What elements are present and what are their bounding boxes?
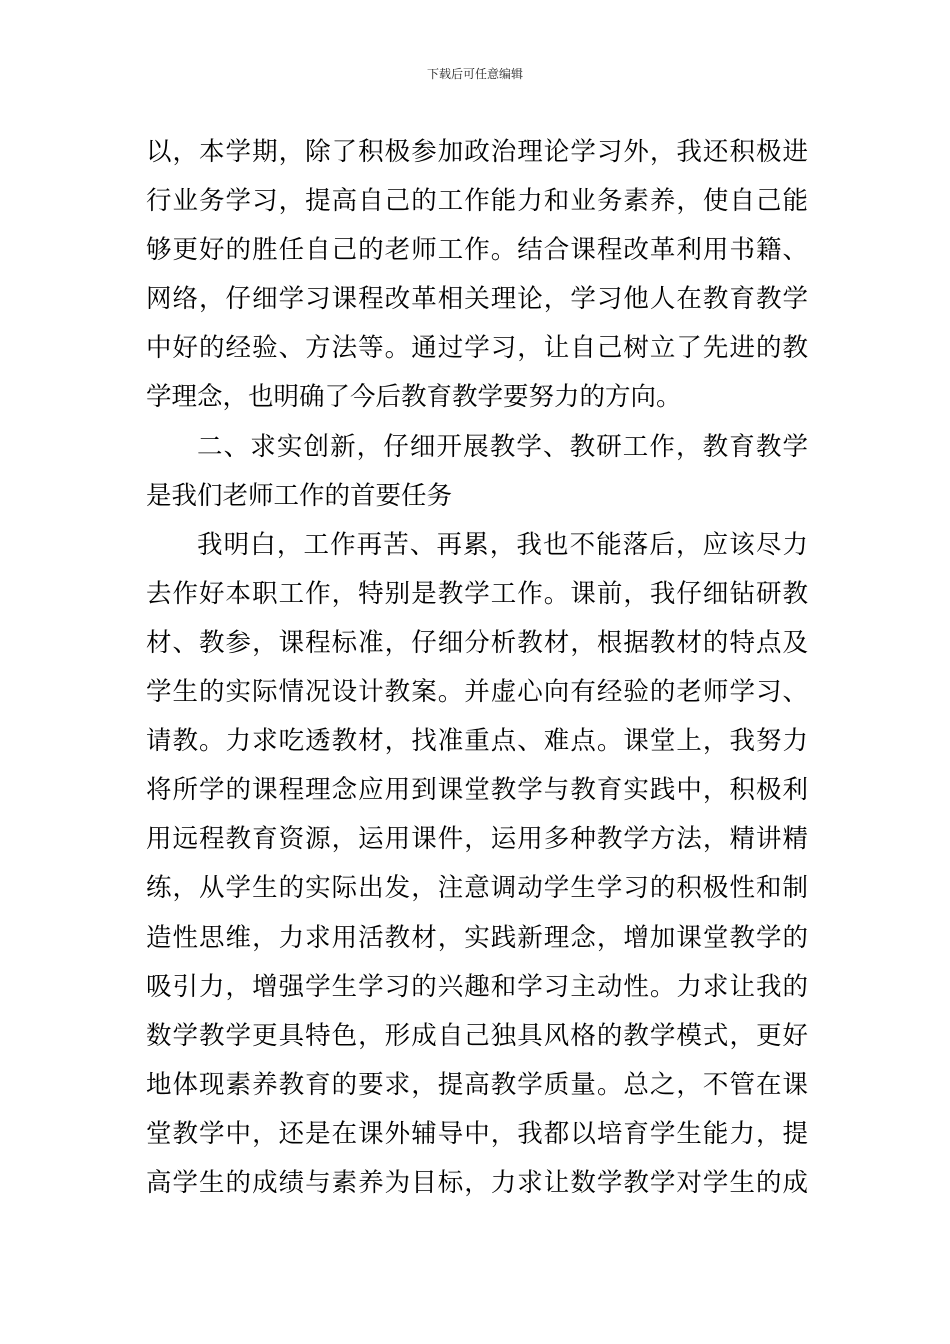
text-line: 地体现素养教育的要求，提高教学质量。总之，不管在课 (146, 1069, 808, 1100)
text-line: 网络，仔细学习课程改革相关理论，学习他人在教育教学 (146, 284, 808, 315)
text-line: 堂教学中，还是在课外辅导中，我都以培育学生能力，提 (146, 1118, 808, 1149)
text-line: 学理念，也明确了今后教育教学要努力的方向。 (146, 382, 682, 413)
text-line: 材、教参，课程标准，仔细分析教材，根据教材的特点及 (146, 627, 808, 658)
text-line: 去作好本职工作，特别是教学工作。课前，我仔细钻研教 (146, 578, 808, 609)
text-line: 行业务学习，提高自己的工作能力和业务素养，使自己能 (146, 186, 808, 217)
text-line: 学生的实际情况设计教案。并虚心向有经验的老师学习、 (146, 677, 808, 708)
text-line: 高学生的成绩与素养为目标，力求让数学教学对学生的成 (146, 1167, 808, 1198)
text-line: 数学教学更具特色，形成自己独具风格的教学模式，更好 (146, 1020, 808, 1051)
text-line: 我明白，工作再苦、再累，我也不能落后，应该尽力 (197, 529, 808, 560)
text-line: 请教。力求吃透教材，找准重点、难点。课堂上，我努力 (146, 726, 808, 757)
text-line: 够更好的胜任自己的老师工作。结合课程改革利用书籍、 (146, 235, 808, 266)
text-line: 中好的经验、方法等。通过学习，让自己树立了先进的教 (146, 333, 808, 364)
section-heading-line: 二、求实创新，仔细开展教学、教研工作，教育教学 (197, 431, 808, 462)
text-line: 用远程教育资源，运用课件，运用多种教学方法，精讲精 (146, 824, 808, 855)
text-line: 造性思维，力求用活教材，实践新理念，增加课堂教学的 (146, 922, 808, 953)
text-line: 吸引力，增强学生学习的兴趣和学习主动性。力求让我的 (146, 971, 808, 1002)
section-heading-line: 是我们老师工作的首要任务 (146, 480, 453, 511)
text-line: 练，从学生的实际出发，注意调动学生学习的积极性和制 (146, 873, 808, 904)
text-line: 以，本学期，除了积极参加政治理论学习外，我还积极进 (146, 137, 808, 167)
text-line: 将所学的课程理念应用到课堂教学与教育实践中，积极利 (146, 775, 808, 806)
page-header: 下载后可任意编辑 (426, 67, 523, 81)
body-text (146, 128, 808, 1208)
